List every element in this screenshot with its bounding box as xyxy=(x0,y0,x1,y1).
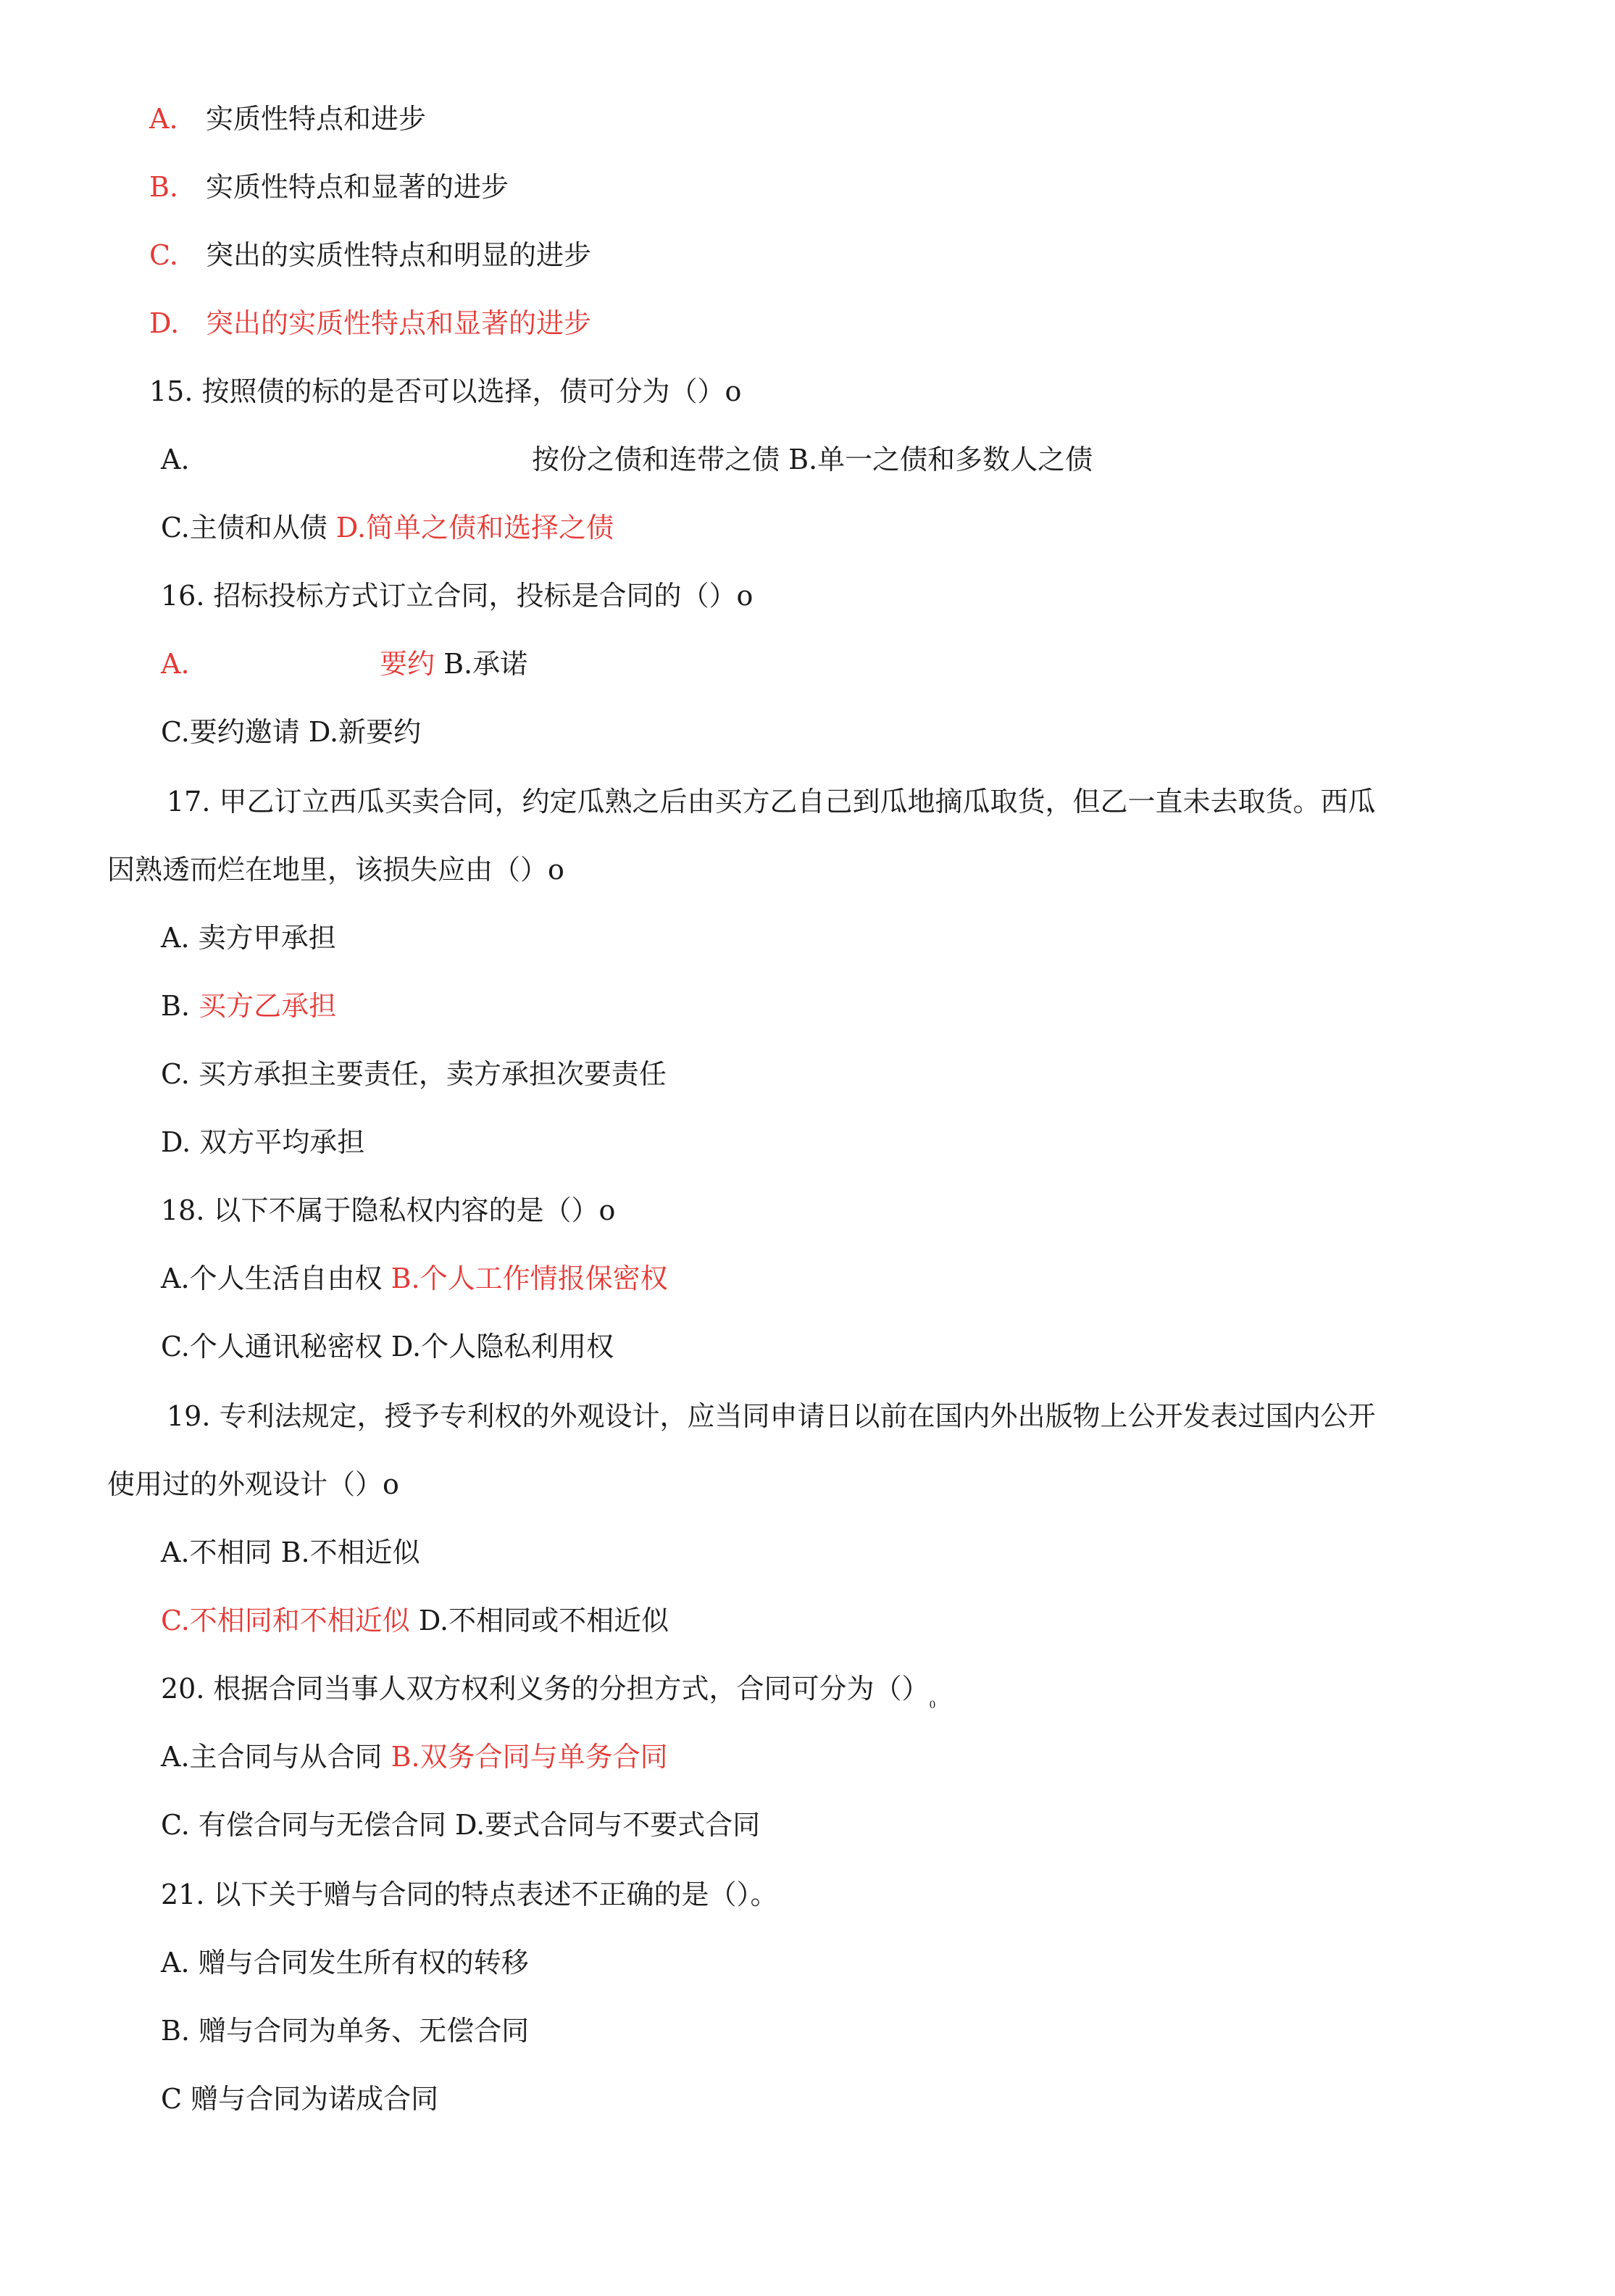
q17-question-line1: 17. 甲乙订立西瓜买卖合同，约定瓜熟之后由买方乙自己到瓜地摘瓜取货，但乙一直未去取货。西瓜 xyxy=(167,786,1376,818)
q14-option-b-letter: B. xyxy=(149,171,179,203)
q14-option-a-text: 实质性特点和进步 xyxy=(206,103,427,135)
q14-option-c-text: 突出的实质性特点和明显的进步 xyxy=(206,239,592,271)
q17-question-line2: 因熟透而烂在地里，该损失应由（）o xyxy=(107,854,564,886)
q20-question-text: 20. 根据合同当事人双方权利义务的分担方式，合同可分为（） xyxy=(161,1673,930,1705)
q19-option-c-answer: C.不相同和不相近似 xyxy=(161,1605,410,1636)
q18-option-a: A.个人生活自由权 xyxy=(161,1263,391,1294)
q18-options-cd: C.个人通讯秘密权 D.个人隐私利用权 xyxy=(161,1331,614,1363)
q20-option-b-answer: B.双务合同与单务合同 xyxy=(391,1741,668,1773)
q16-option-a-letter: A. xyxy=(161,648,190,680)
q20-question xyxy=(161,1671,935,1723)
q14-option-b-text: 实质性特点和显著的进步 xyxy=(206,171,509,203)
q15-option-ab-text: 按份之债和连带之债 B.单一之债和多数人之债 xyxy=(532,444,1093,475)
q20-options-cd: C. 有偿合同与无偿合同 D.要式合同与不要式合同 xyxy=(161,1809,761,1841)
q17-option-d: D. 双方平均承担 xyxy=(161,1126,365,1158)
q19-options-cd xyxy=(161,1603,669,1638)
q16-option-a-answer: 要约 xyxy=(380,648,435,680)
q19-question-line2: 使用过的外观设计（）o xyxy=(107,1468,399,1500)
q18-option-b-answer: B.个人工作情报保密权 xyxy=(391,1263,668,1294)
q16-question: 16. 招标投标方式订立合同，投标是合同的（）o xyxy=(161,580,754,612)
q19-option-d: D.不相同或不相近似 xyxy=(409,1605,669,1636)
q16-options-ab xyxy=(380,646,527,681)
q21-option-b: B. 赠与合同为单务、无偿合同 xyxy=(161,2015,530,2047)
q17-option-b-answer: 买方乙承担 xyxy=(199,990,337,1022)
q17-option-b xyxy=(161,989,336,1023)
q14-option-c-letter: C. xyxy=(149,239,178,271)
q21-option-a: A. 赠与合同发生所有权的转移 xyxy=(161,1947,529,1979)
q14-option-d-text: 突出的实质性特点和显著的进步 xyxy=(206,307,592,339)
q19-question-line1: 19. 专利法规定，授予专利权的外观设计，应当同申请日以前在国内外出版物上公开发表过国内公开 xyxy=(167,1400,1376,1432)
q16-options-cd: C.要约邀请 D.新要约 xyxy=(161,716,422,748)
q15-option-a-letter: A. xyxy=(161,444,190,475)
q15-options-cd xyxy=(161,510,614,545)
q21-question: 21. 以下关于赠与合同的特点表述不正确的是（）。 xyxy=(161,1879,778,1910)
q18-question: 18. 以下不属于隐私权内容的是（）o xyxy=(161,1194,616,1226)
q20-option-a: A.主合同与从合同 xyxy=(161,1741,391,1773)
q19-options-ab: A.不相同 B.不相近似 xyxy=(161,1536,420,1568)
q17-option-b-letter: B. xyxy=(161,990,199,1022)
q14-option-d-letter: D. xyxy=(149,307,180,339)
q17-option-c: C. 买方承担主要责任，卖方承担次要责任 xyxy=(161,1058,667,1090)
q20-options-ab xyxy=(161,1739,668,1774)
q15-option-c: C.主债和从债 xyxy=(161,512,336,544)
q21-option-c: C 赠与合同为诺成合同 xyxy=(161,2083,439,2115)
q16-option-b: B.承诺 xyxy=(435,648,528,680)
q15-question: 15. 按照债的标的是否可以选择，债可分为（）o xyxy=(149,375,742,407)
q14-option-a-letter: A. xyxy=(149,103,178,135)
q15-option-d-answer: D.简单之债和选择之债 xyxy=(335,512,614,544)
q17-option-a: A. 卖方甲承担 xyxy=(161,922,336,954)
q20-question-sub: 0 xyxy=(929,1700,936,1711)
q18-options-ab xyxy=(161,1261,668,1296)
